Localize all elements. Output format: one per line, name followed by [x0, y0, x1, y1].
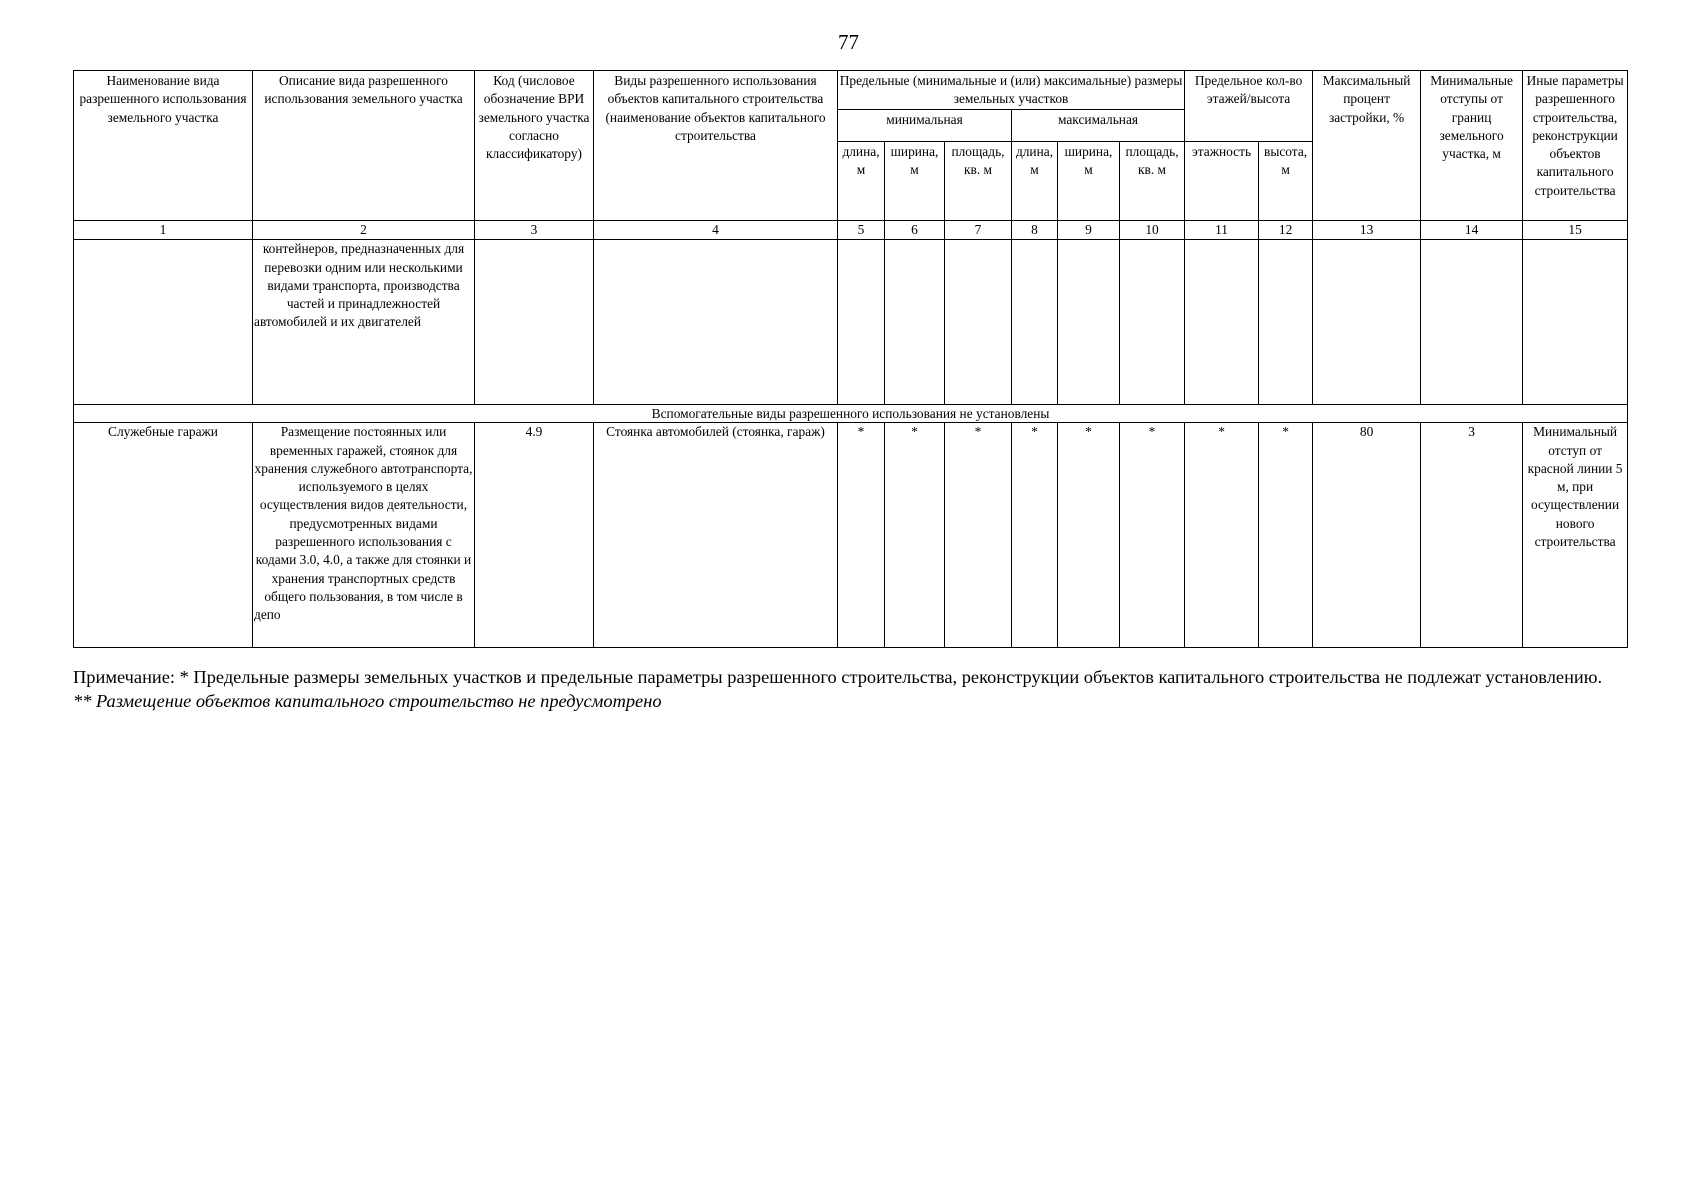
header-description: Описание вида разрешенного использования земельного участка [253, 71, 475, 221]
header-length-min: длина, м [838, 142, 885, 221]
garage-other-cell: Минимальный отступ от красной линии 5 м, при осуществлении нового строительства [1523, 423, 1628, 648]
header-width-max: ширина, м [1058, 142, 1120, 221]
column-number: 8 [1012, 221, 1058, 240]
column-number: 1 [74, 221, 253, 240]
column-number: 3 [475, 221, 594, 240]
note-text-italic: ** Размещение объектов капитального строительство не предусмотрено [73, 690, 662, 711]
header-minimal: минимальная [838, 110, 1012, 142]
value-cell: * [885, 423, 945, 648]
column-number: 7 [945, 221, 1012, 240]
header-storeys: этажность [1185, 142, 1259, 221]
empty-cell [885, 240, 945, 405]
header-name: Наименование вида разрешенного использования земельного участка [74, 71, 253, 221]
value-cell: * [838, 423, 885, 648]
empty-cell [74, 240, 253, 405]
value-cell: * [1058, 423, 1120, 648]
column-number: 4 [594, 221, 838, 240]
header-width-min: ширина, м [885, 142, 945, 221]
column-number: 14 [1421, 221, 1523, 240]
column-number: 2 [253, 221, 475, 240]
header-code: Код (числовое обозначение ВРИ земельного участка согласно классификатору) [475, 71, 594, 221]
note-text: Примечание: * Предельные размеры земельных участков и предельные параметры разрешенного строительства, реконструкции объектов капитального строительства не подлежат установлению. [73, 667, 1603, 687]
table-row [74, 240, 1628, 405]
column-number: 13 [1313, 221, 1421, 240]
empty-cell [1185, 240, 1259, 405]
section-note: Вспомогательные виды разрешенного использования не установлены [74, 405, 1628, 423]
garage-construction-cell: Стоянка автомобилей (стоянка, гараж) [594, 423, 838, 648]
column-number: 9 [1058, 221, 1120, 240]
column-number: 15 [1523, 221, 1628, 240]
header-area-max: площадь, кв. м [1120, 142, 1185, 221]
header-floors: Предельное кол-во этажей/высота [1185, 71, 1313, 142]
column-number: 6 [885, 221, 945, 240]
header-max-percent: Максимальный процент застройки, % [1313, 71, 1421, 221]
value-cell: * [1120, 423, 1185, 648]
header-height: высота, м [1259, 142, 1313, 221]
table-row [74, 423, 1628, 648]
empty-cell [1313, 240, 1421, 405]
garage-description-cell: Размещение постоянных или временных гаражей, стоянок для хранения служебного автотранспорта, используемого в целях осуществления видов деятельности, предусмотренных видами разрешенного использования с кодами 3.0, 4.0, а также для стоянки и хранения транспортных средств общего пользования, в том числе в депо [253, 423, 475, 648]
garage-max-percent-cell: 80 [1313, 423, 1421, 648]
column-number: 11 [1185, 221, 1259, 240]
empty-cell [838, 240, 885, 405]
header-min-setback: Минимальные отступы от границ земельного участка, м [1421, 71, 1523, 221]
empty-cell [1421, 240, 1523, 405]
empty-cell [1523, 240, 1628, 405]
empty-cell [945, 240, 1012, 405]
header-maximal: максимальная [1012, 110, 1185, 142]
header-length-max: длина, м [1012, 142, 1058, 221]
header-construction: Виды разрешенного использования объектов капитального строительства (наименование объектов капитального строительства [594, 71, 838, 221]
empty-cell [1058, 240, 1120, 405]
empty-cell [1259, 240, 1313, 405]
empty-cell [594, 240, 838, 405]
garage-name-cell: Служебные гаражи [74, 423, 253, 648]
continuation-description-cell: контейнеров, предназначенных для перевозки одним или несколькими видами транспорта, производства частей и принадлежностей автомобилей и их двигателей [253, 240, 475, 405]
column-number: 12 [1259, 221, 1313, 240]
value-cell: * [1012, 423, 1058, 648]
empty-cell [1120, 240, 1185, 405]
header-area-min: площадь, кв. м [945, 142, 1012, 221]
value-cell: * [1185, 423, 1259, 648]
column-number: 5 [838, 221, 885, 240]
empty-cell [1012, 240, 1058, 405]
notes-section [73, 666, 1627, 713]
header-other: Иные параметры разрешенного строительства, реконструкции объектов капитального строительства [1523, 71, 1628, 221]
page-number: 77 [838, 30, 859, 54]
garage-min-setback-cell: 3 [1421, 423, 1523, 648]
header-plot-sizes: Предельные (минимальные и (или) максимальные) размеры земельных участков [838, 71, 1185, 110]
value-cell: * [945, 423, 1012, 648]
garage-code-cell: 4.9 [475, 423, 594, 648]
empty-cell [475, 240, 594, 405]
column-number: 10 [1120, 221, 1185, 240]
regulations-table [73, 70, 1628, 648]
value-cell: * [1259, 423, 1313, 648]
